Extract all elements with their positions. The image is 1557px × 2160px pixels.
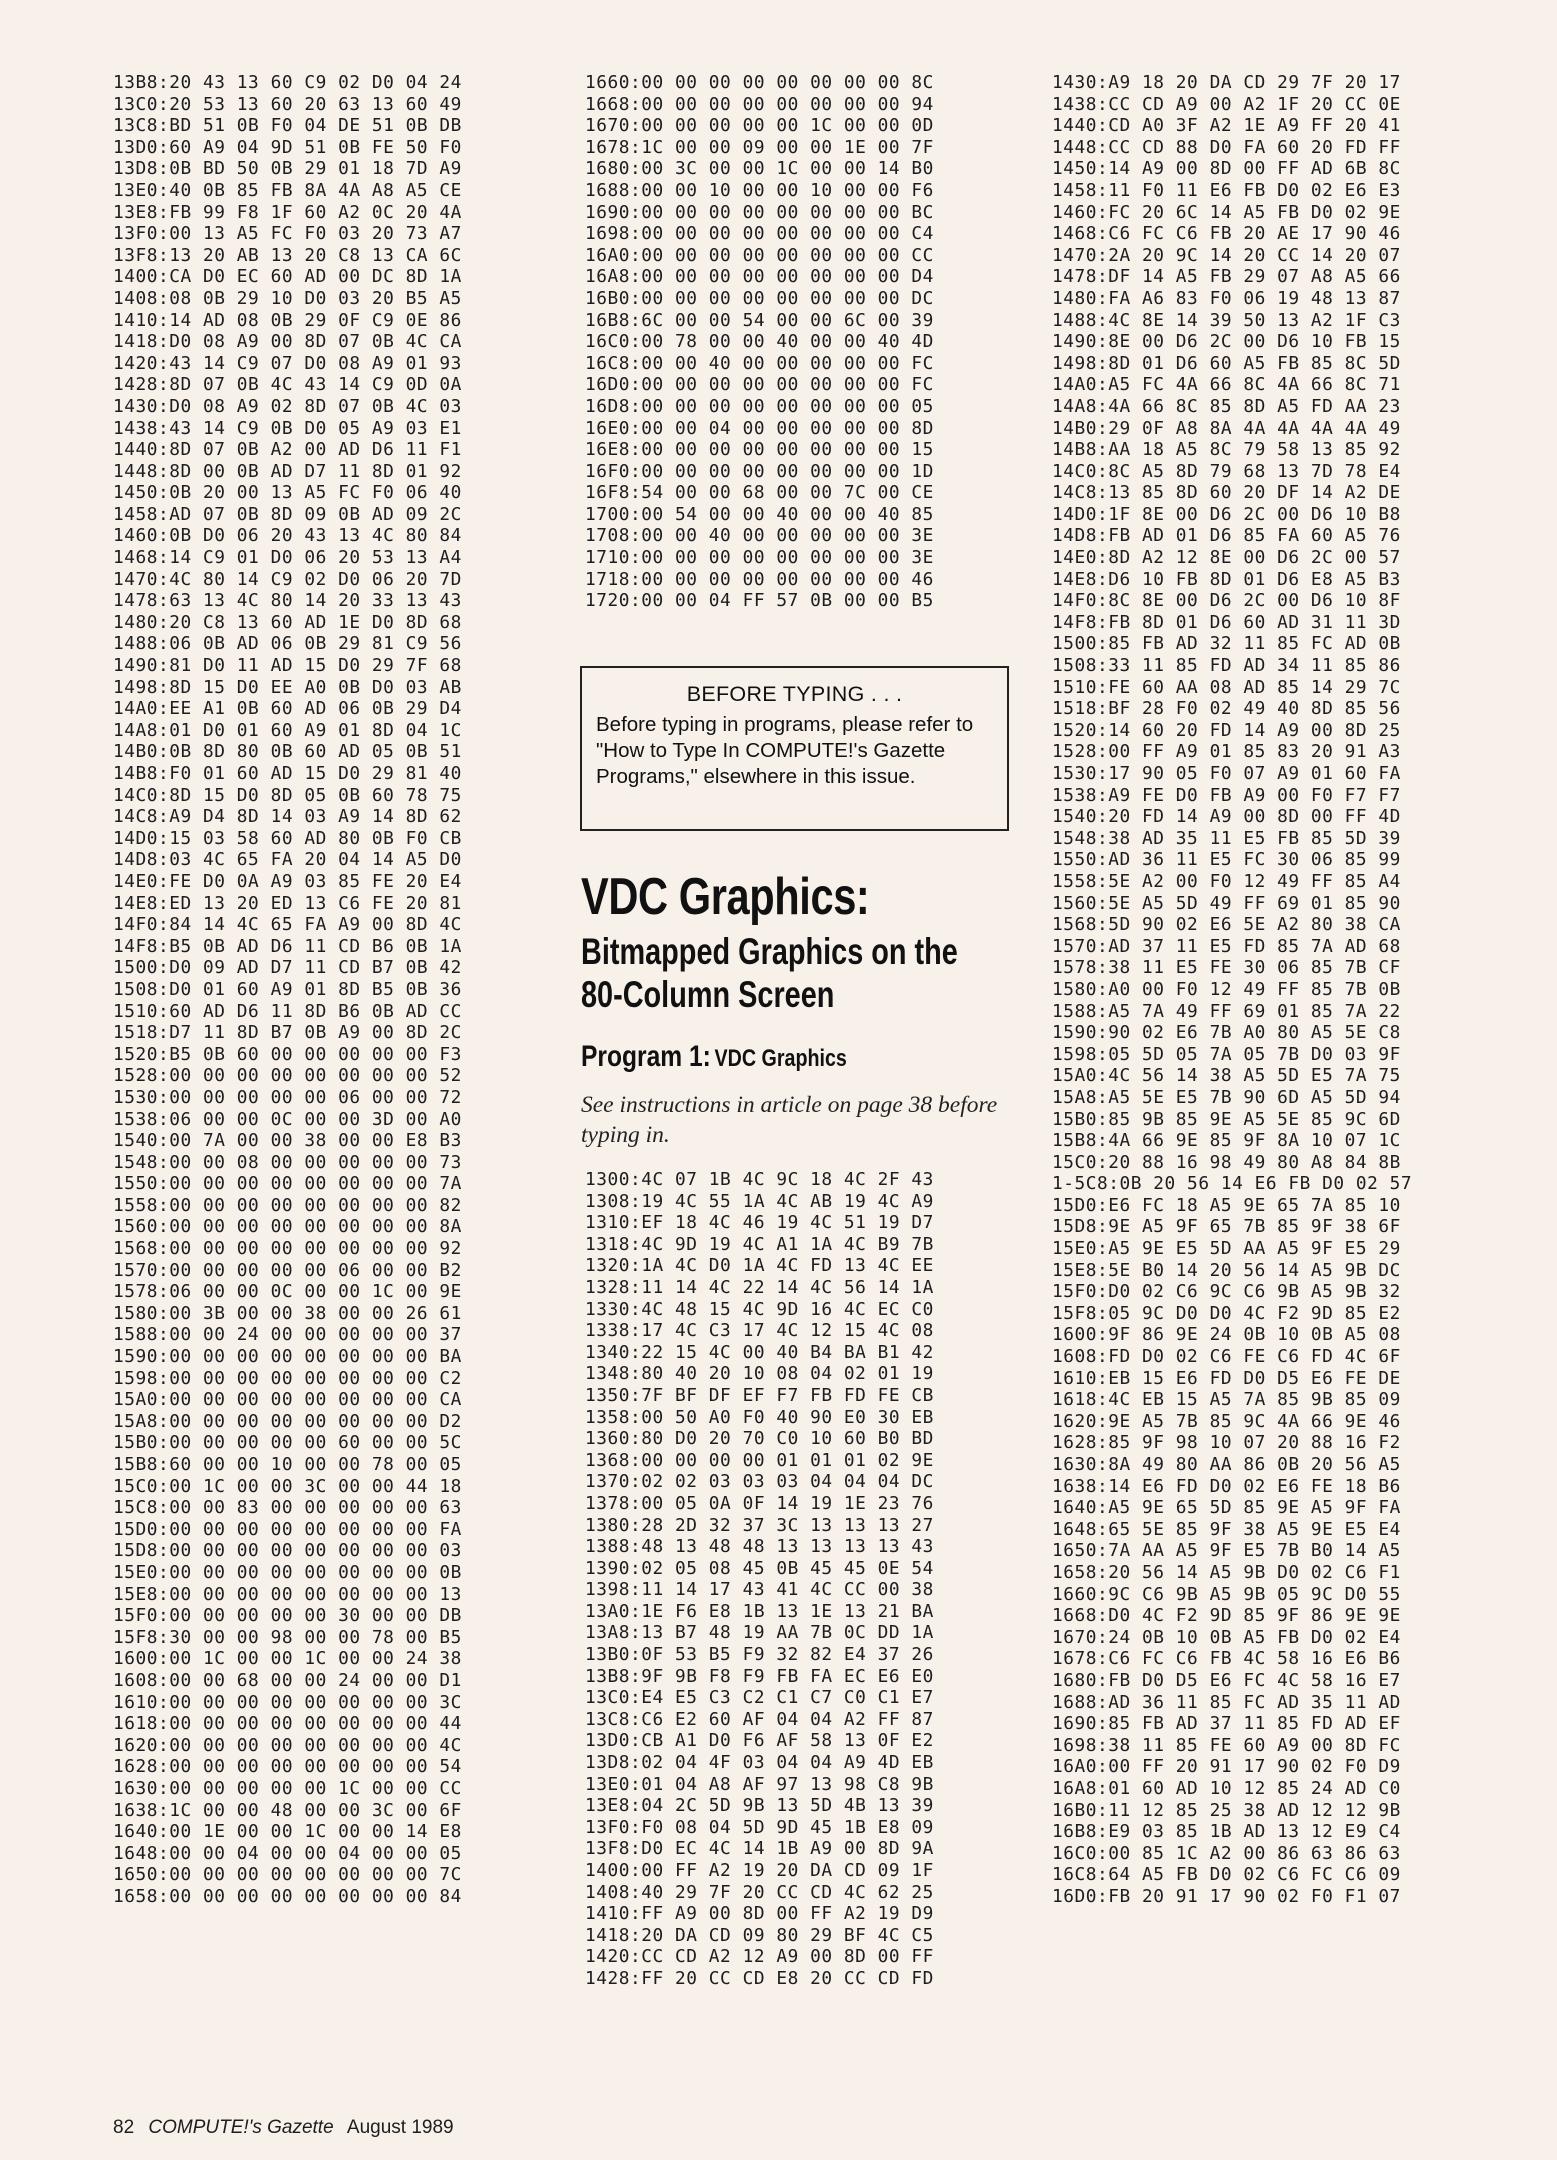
article-heading (581, 870, 1021, 1016)
listing-line: 1420:CC CD A2 12 A9 00 8D 00 FF (585, 1946, 934, 1968)
listing-line: 14B8:F0 01 60 AD 15 D0 29 81 40 (113, 763, 462, 784)
listing-line: 15B0:00 00 00 00 00 60 00 00 5C (113, 1432, 462, 1454)
listing-line: 1468:14 C9 01 D0 06 20 53 13 A4 (113, 547, 462, 569)
listing-line: 13F0:F0 08 04 5D 9D 45 1B E8 09 (585, 1816, 934, 1838)
listing-line: 15F0:D0 02 C6 9C C6 9B A5 9B 32 (1052, 1281, 1401, 1303)
listing-line: 1500:D0 09 AD D7 11 CD B7 0B 42 (113, 957, 462, 979)
listing-line: 1550:AD 36 11 E5 FC 30 06 85 99 (1052, 849, 1401, 871)
listing-line: 14E0:8D A2 12 8E 00 D6 2C 00 57 (1052, 547, 1401, 569)
listing-line: 1588:00 00 24 00 00 00 00 00 37 (113, 1324, 462, 1346)
listing-line: 14B0:29 0F A8 8A 4A 4A 4A 4A 49 (1052, 417, 1401, 439)
listing-line: 1628:00 00 00 00 00 00 00 00 54 (113, 1756, 462, 1778)
listing-line: 13B8:9F 9B F8 F9 FB FA EC E6 E0 (585, 1665, 934, 1687)
listing-line: 1390:02 05 08 45 0B 45 45 0E 54 (585, 1557, 934, 1579)
listing-line: 1400:CA D0 EC 60 AD 00 DC 8D 1A (113, 266, 462, 288)
listing-line: 1478:63 13 4C 80 14 20 33 13 43 (113, 590, 462, 612)
listing-line: 1610:EB 15 E6 FD D0 D5 E6 FE DE (1052, 1367, 1401, 1389)
listing-line: 14C0:8D 15 D0 8D 05 0B 60 78 75 (113, 784, 462, 806)
listing-line: 1490:8E 00 D6 2C 00 D6 10 FB 15 (1052, 331, 1401, 353)
listing-line: 15B8:4A 66 9E 85 9F 8A 10 07 1C (1052, 1130, 1401, 1152)
listing-line: 15D0:00 00 00 00 00 00 00 00 FA (113, 1518, 462, 1540)
listing-line: 1488:06 0B AD 06 0B 29 81 C9 56 (113, 633, 462, 655)
listing-line: 1530:17 90 05 F0 07 A9 01 60 FA (1052, 763, 1401, 784)
listing-line: 1658:00 00 00 00 00 00 00 00 84 (113, 1885, 462, 1907)
listing-line: 15E0:00 00 00 00 00 00 00 00 0B (113, 1561, 462, 1583)
listing-line: 14C8:A9 D4 8D 14 03 A9 14 8D 62 (113, 806, 462, 828)
listing-line: 1380:28 2D 32 37 3C 13 13 13 27 (585, 1514, 934, 1536)
listing-line: 13E8:04 2C 5D 9B 13 5D 4B 13 39 (585, 1795, 934, 1817)
listing-line: 1598:05 5D 05 7A 05 7B D0 03 9F (1052, 1043, 1401, 1065)
listing-line: 14D0:15 03 58 60 AD 80 0B F0 CB (113, 827, 462, 849)
listing-line: 13A0:1E F6 E8 1B 13 1E 13 21 BA (585, 1600, 934, 1622)
listing-line: 1500:85 FB AD 32 11 85 FC AD 0B (1052, 633, 1401, 655)
listing-line: 13E0:40 0B 85 FB 8A 4A A8 A5 CE (113, 179, 462, 201)
listing-line: 13C8:BD 51 0B F0 04 DE 51 0B DB (113, 115, 462, 137)
listing-line: 1528:00 FF A9 01 85 83 20 91 A3 (1052, 741, 1401, 763)
listing-line: 1678:C6 FC C6 FB 4C 58 16 E6 B6 (1052, 1648, 1401, 1670)
listing-line: 1338:17 4C C3 17 4C 12 15 4C 08 (585, 1320, 934, 1342)
listing-line: 1578:06 00 00 0C 00 00 1C 00 9E (113, 1281, 462, 1303)
listing-line: 1410:14 AD 08 0B 29 0F C9 0E 86 (113, 309, 462, 331)
page-number: 82 (113, 2117, 135, 2138)
listing-line: 1648:65 5E 85 9F 38 A5 9E E5 E4 (1052, 1518, 1401, 1540)
article-subtitle-line-1: Bitmapped Graphics on the (581, 931, 958, 972)
listing-line: 1440:8D 07 0B A2 00 AD D6 11 F1 (113, 439, 462, 461)
listing-line: 1620:00 00 00 00 00 00 00 00 4C (113, 1734, 462, 1756)
listing-line: 1360:80 D0 20 70 C0 10 60 B0 BD (585, 1428, 934, 1450)
listing-line: 16B0:00 00 00 00 00 00 00 00 DC (585, 287, 934, 309)
listing-line: 1448:CC CD 88 D0 FA 60 20 FD FF (1052, 136, 1401, 158)
listing-line: 1480:FA A6 83 F0 06 19 48 13 87 (1052, 287, 1401, 309)
listing-line: 14A8:4A 66 8C 85 8D A5 FD AA 23 (1052, 395, 1401, 417)
listing-line: 1488:4C 8E 14 39 50 13 A2 1F C3 (1052, 309, 1401, 331)
listing-line: 14D8:03 4C 65 FA 20 04 14 A5 D0 (113, 849, 462, 871)
article-subtitle-line-2: 80-Column Screen (581, 974, 835, 1015)
listing-line: 16B0:11 12 85 25 38 AD 12 12 9B (1052, 1799, 1401, 1821)
listing-line: 1348:80 40 20 10 08 04 02 01 19 (585, 1363, 934, 1385)
listing-line: 1400:00 FF A2 19 20 DA CD 09 1F (585, 1860, 934, 1881)
listing-line: 14F0:84 14 4C 65 FA A9 00 8D 4C (113, 914, 462, 936)
listing-line: 15C0:20 88 16 98 49 80 A8 84 8B (1052, 1151, 1401, 1173)
listing-line: 1578:38 11 E5 FE 30 06 85 7B CF (1052, 957, 1401, 979)
listing-line: 1388:48 13 48 48 13 13 13 13 43 (585, 1536, 934, 1558)
listing-line: 1698:38 11 85 FE 60 A9 00 8D FC (1052, 1734, 1401, 1756)
listing-line: 1628:85 9F 98 10 07 20 88 16 F2 (1052, 1432, 1401, 1454)
listing-line: 16D0:FB 20 91 17 90 02 F0 F1 07 (1052, 1885, 1401, 1907)
listing-line: 1520:B5 0B 60 00 00 00 00 00 F3 (113, 1043, 462, 1065)
listing-line: 16B8:6C 00 00 54 00 00 6C 00 39 (585, 309, 934, 331)
listing-line: 1448:8D 00 0B AD D7 11 8D 01 92 (113, 460, 462, 482)
listing-line: 1520:14 60 20 FD 14 A9 00 8D 25 (1052, 719, 1401, 741)
listing-line: 14A0:EE A1 0B 60 AD 06 0B 29 D4 (113, 698, 462, 720)
listing-line: 1540:00 7A 00 00 38 00 00 E8 B3 (113, 1130, 462, 1152)
listing-line: 16E8:00 00 00 00 00 00 00 00 15 (585, 439, 934, 461)
listing-line: 14E8:ED 13 20 ED 13 C6 FE 20 81 (113, 892, 462, 914)
listing-line: 1580:00 3B 00 00 38 00 00 26 61 (113, 1302, 462, 1324)
listing-line: 1648:00 00 04 00 00 04 00 00 05 (113, 1842, 462, 1864)
listing-line: 1600:9F 86 9E 24 0B 10 0B A5 08 (1052, 1324, 1401, 1346)
listing-line: 1690:00 00 00 00 00 00 00 00 BC (585, 201, 934, 223)
listing-line: 1610:00 00 00 00 00 00 00 00 3C (113, 1691, 462, 1713)
listing-line: 1720:00 00 04 FF 57 0B 00 00 B5 (585, 590, 934, 612)
listing-line: 1428:8D 07 0B 4C 43 14 C9 0D 0A (113, 374, 462, 396)
listing-line: 13C8:C6 E2 60 AF 04 04 A2 FF 87 (585, 1708, 934, 1730)
listing-line: 15E8:5E B0 14 20 56 14 A5 9B DC (1052, 1259, 1401, 1281)
listing-line: 1490:81 D0 11 AD 15 D0 29 7F 68 (113, 655, 462, 677)
listing-column-3 (1052, 72, 1482, 1907)
listing-line: 1508:33 11 85 FD AD 34 11 85 86 (1052, 655, 1401, 677)
listing-line: 1618:4C EB 15 A5 7A 85 9B 85 09 (1052, 1389, 1401, 1411)
listing-line: 16E0:00 00 04 00 00 00 00 00 8D (585, 417, 934, 439)
listing-line: 15B0:85 9B 85 9E A5 5E 85 9C 6D (1052, 1108, 1401, 1130)
listing-line: 13E8:FB 99 F8 1F 60 A2 0C 20 4A (113, 201, 462, 223)
listing-line: 13B0:0F 53 B5 F9 32 82 E4 37 26 (585, 1644, 934, 1666)
listing-line: 1328:11 14 4C 22 14 4C 56 14 1A (585, 1276, 934, 1298)
listing-line: 15F8:30 00 00 98 00 00 78 00 B5 (113, 1626, 462, 1648)
listing-line: 1710:00 00 00 00 00 00 00 00 3E (585, 547, 934, 569)
listing-line: 1660:9C C6 9B A5 9B 05 9C D0 55 (1052, 1583, 1401, 1605)
listing-line: 13D8:0B BD 50 0B 29 01 18 7D A9 (113, 158, 462, 180)
listing-line: 14F8:FB 8D 01 D6 60 AD 31 11 3D (1052, 611, 1401, 633)
listing-line: 13C0:20 53 13 60 20 63 13 60 49 (113, 93, 462, 115)
listing-line: 15B8:60 00 00 10 00 00 78 00 05 (113, 1454, 462, 1475)
listing-line: 1530:00 00 00 00 00 06 00 00 72 (113, 1086, 462, 1108)
listing-line: 15E8:00 00 00 00 00 00 00 00 13 (113, 1583, 462, 1605)
listing-line: 1470:4C 80 14 C9 02 D0 06 20 7D (113, 568, 462, 590)
listing-line: 1590:90 02 E6 7B A0 80 A5 5E C8 (1052, 1022, 1401, 1044)
listing-line: 1588:A5 7A 49 FF 69 01 85 7A 22 (1052, 1000, 1401, 1022)
listing-line: 15F0:00 00 00 00 00 30 00 00 DB (113, 1605, 462, 1627)
listing-line: 1538:06 00 00 0C 00 00 3D 00 A0 (113, 1108, 462, 1130)
listing-line: 1600:00 1C 00 00 1C 00 00 24 38 (113, 1648, 462, 1670)
listing-line: 15D8:9E A5 9F 65 7B 85 9F 38 6F (1052, 1216, 1401, 1238)
listing-line: 13F8:13 20 AB 13 20 C8 13 CA 6C (113, 244, 462, 266)
listing-line: 1650:00 00 00 00 00 00 00 00 7C (113, 1864, 462, 1886)
before-typing-box (580, 666, 1009, 831)
listing-line: 1570:00 00 00 00 00 06 00 00 B2 (113, 1259, 462, 1281)
listing-line: 1608:FD D0 02 C6 FE C6 FD 4C 6F (1052, 1346, 1401, 1368)
listing-line: 1300:4C 07 1B 4C 9C 18 4C 2F 43 (585, 1169, 934, 1190)
listing-line: 15A8:00 00 00 00 00 00 00 00 D2 (113, 1410, 462, 1432)
listing-line: 1308:19 4C 55 1A 4C AB 19 4C A9 (585, 1190, 934, 1212)
before-typing-text: Before typing in programs, please refer to "How to Type In COMPUTE!'s Gazette Programs," elsewhere in this issue. (596, 713, 974, 788)
listing-line: 13D0:60 A9 04 9D 51 0B FE 50 F0 (113, 136, 462, 158)
listing-line: 16D8:00 00 00 00 00 00 00 00 05 (585, 395, 934, 417)
listing-line: 1560:00 00 00 00 00 00 00 00 8A (113, 1216, 462, 1238)
listing-line: 1668:00 00 00 00 00 00 00 00 94 (585, 93, 934, 115)
listing-line: 1550:00 00 00 00 00 00 00 00 7A (113, 1173, 462, 1195)
listing-line: 14A8:01 D0 01 60 A9 01 8D 04 1C (113, 719, 462, 741)
listing-line: 14F0:8C 8E 00 D6 2C 00 D6 10 8F (1052, 590, 1401, 612)
listing-line: 1418:20 DA CD 09 80 29 BF 4C C5 (585, 1924, 934, 1946)
listing-line: 1420:43 14 C9 07 D0 08 A9 01 93 (113, 352, 462, 374)
before-typing-title: BEFORE TYPING . . . (686, 682, 903, 706)
listing-line: 1438:CC CD A9 00 A2 1F 20 CC 0E (1052, 93, 1401, 115)
listing-line: 1318:4C 9D 19 4C A1 1A 4C B9 7B (585, 1233, 934, 1255)
listing-line: 1568:5D 90 02 E6 5E A2 80 38 CA (1052, 914, 1401, 936)
listing-line: 16F8:54 00 00 68 00 00 7C 00 CE (585, 482, 934, 504)
listing-line: 1410:FF A9 00 8D 00 FF A2 19 D9 (585, 1903, 934, 1925)
listing-line: 15A0:00 00 00 00 00 00 00 00 CA (113, 1389, 462, 1411)
listing-line: 1510:FE 60 AA 08 AD 85 14 29 7C (1052, 676, 1401, 698)
listing-line: 15C0:00 1C 00 00 3C 00 00 44 18 (113, 1475, 462, 1497)
listing-line: 14D8:FB AD 01 D6 85 FA 60 A5 76 (1052, 525, 1401, 547)
program-name: VDC Graphics (714, 1045, 847, 1072)
listing-line: 1708:00 00 40 00 00 00 00 00 3E (585, 525, 934, 547)
listing-line: 1358:00 50 A0 F0 40 90 E0 30 EB (585, 1406, 934, 1428)
listing-line: 1558:00 00 00 00 00 00 00 00 82 (113, 1194, 462, 1216)
listing-line: 1688:AD 36 11 85 FC AD 35 11 AD (1052, 1691, 1401, 1713)
listing-line: 1430:A9 18 20 DA CD 29 7F 20 17 (1052, 72, 1401, 93)
listing-line: 15C8:00 00 83 00 00 00 00 00 63 (113, 1497, 462, 1519)
listing-line: 1638:14 E6 FD D0 02 E6 FE 18 B6 (1052, 1475, 1401, 1497)
listing-line: 1680:00 3C 00 00 1C 00 00 14 B0 (585, 158, 934, 180)
listing-line: 1598:00 00 00 00 00 00 00 00 C2 (113, 1367, 462, 1389)
listing-line: 13B8:20 43 13 60 C9 02 D0 04 24 (113, 72, 462, 93)
listing-line: 1368:00 00 00 00 01 01 01 02 9E (585, 1449, 934, 1471)
listing-line: 16A8:00 00 00 00 00 00 00 00 D4 (585, 266, 934, 288)
listing-line: 1460:FC 20 6C 14 A5 FB D0 02 9E (1052, 201, 1401, 223)
listing-line: 1510:60 AD D6 11 8D B6 0B AD CC (113, 1000, 462, 1022)
listing-line: 1458:11 F0 11 E6 FB D0 02 E6 E3 (1052, 179, 1401, 201)
listing-line: 14A0:A5 FC 4A 66 8C 4A 66 8C 71 (1052, 374, 1401, 396)
listing-line: 13C0:E4 E5 C3 C2 C1 C7 C0 C1 E7 (585, 1687, 934, 1709)
listing-line: 15E0:A5 9E E5 5D AA A5 9F E5 29 (1052, 1238, 1401, 1260)
listing-line: 15A0:4C 56 14 38 A5 5D E5 7A 75 (1052, 1065, 1401, 1087)
listing-line: 14B8:AA 18 A5 8C 79 58 13 85 92 (1052, 439, 1401, 461)
listing-line: 14C0:8C A5 8D 79 68 13 7D 78 E4 (1052, 460, 1401, 482)
listing-line: 13F8:D0 EC 4C 14 1B A9 00 8D 9A (585, 1838, 934, 1860)
magazine-name: COMPUTE!'s Gazette (148, 2117, 334, 2138)
listing-line: 1590:00 00 00 00 00 00 00 00 BA (113, 1346, 462, 1368)
listing-line: 1528:00 00 00 00 00 00 00 00 52 (113, 1065, 462, 1087)
listing-line: 1450:14 A9 00 8D 00 FF AD 6B 8C (1052, 158, 1401, 180)
listing-line: 1408:08 0B 29 10 D0 03 20 B5 A5 (113, 287, 462, 309)
listing-line: 15A8:A5 5E E5 7B 90 6D A5 5D 94 (1052, 1086, 1401, 1108)
listing-line: 1618:00 00 00 00 00 00 00 00 44 (113, 1713, 462, 1735)
listing-line: 1568:00 00 00 00 00 00 00 00 92 (113, 1238, 462, 1260)
listing-line: 1430:D0 08 A9 02 8D 07 0B 4C 03 (113, 395, 462, 417)
listing-line: 16C0:00 78 00 00 40 00 00 40 4D (585, 331, 934, 353)
listing-line: 1468:C6 FC C6 FB 20 AE 17 90 46 (1052, 223, 1401, 245)
listing-line: 1640:00 1E 00 00 1C 00 00 14 E8 (113, 1821, 462, 1843)
listing-line: 15D0:E6 FC 18 A5 9E 65 7A 85 10 (1052, 1194, 1401, 1216)
listing-line: 1450:0B 20 00 13 A5 FC F0 06 40 (113, 482, 462, 504)
listing-line: 1330:4C 48 15 4C 9D 16 4C EC C0 (585, 1298, 934, 1320)
listing-line: 16B8:E9 03 85 1B AD 13 12 E9 C4 (1052, 1821, 1401, 1843)
listing-line: 1668:D0 4C F2 9D 85 9F 86 9E 9E (1052, 1605, 1401, 1627)
listing-line: 1650:7A AA A5 9F E5 7B B0 14 A5 (1052, 1540, 1401, 1562)
listing-line: 1670:00 00 00 00 00 1C 00 00 0D (585, 115, 934, 137)
listing-line: 1460:0B D0 06 20 43 13 4C 80 84 (113, 525, 462, 547)
listing-line: 1-5C8:0B 20 56 14 E6 FB D0 02 57 (1052, 1173, 1413, 1195)
listing-line: 13D8:02 04 4F 03 04 04 A9 4D EB (585, 1752, 934, 1774)
listing-line: 1570:AD 37 11 E5 FD 85 7A AD 68 (1052, 935, 1401, 957)
listing-line: 1670:24 0B 10 0B A5 FB D0 02 E4 (1052, 1626, 1401, 1648)
listing-column-2-program (585, 1169, 1015, 1990)
listing-line: 16A8:01 60 AD 10 12 85 24 AD C0 (1052, 1777, 1401, 1799)
page-footer (113, 2117, 463, 2139)
listing-line: 13F0:00 13 A5 FC F0 03 20 73 A7 (113, 223, 462, 245)
listing-line: 1478:DF 14 A5 FB 29 07 A8 A5 66 (1052, 266, 1401, 288)
program-heading (581, 1040, 847, 1074)
listing-line: 1558:5E A2 00 F0 12 49 FF 85 A4 (1052, 870, 1401, 892)
listing-line: 14E8:D6 10 FB 8D 01 D6 E8 A5 B3 (1052, 568, 1401, 590)
typing-instructions: See instructions in article on page 38 before typing in. (581, 1092, 998, 1148)
listing-line: 1518:BF 28 F0 02 49 40 8D 85 56 (1052, 698, 1401, 720)
listing-line: 1688:00 00 10 00 00 10 00 00 F6 (585, 179, 934, 201)
listing-line: 14D0:1F 8E 00 D6 2C 00 D6 10 B8 (1052, 503, 1401, 525)
listing-line: 14F8:B5 0B AD D6 11 CD B6 0B 1A (113, 935, 462, 957)
listing-line: 1698:00 00 00 00 00 00 00 00 C4 (585, 223, 934, 245)
listing-line: 1690:85 FB AD 37 11 85 FD AD EF (1052, 1713, 1401, 1735)
listing-line: 1630:8A 49 80 AA 86 0B 20 56 A5 (1052, 1454, 1401, 1475)
listing-line: 1620:9E A5 7B 85 9C 4A 66 9E 46 (1052, 1410, 1401, 1432)
listing-line: 1470:2A 20 9C 14 20 CC 14 20 07 (1052, 244, 1401, 266)
listing-line: 1718:00 00 00 00 00 00 00 00 46 (585, 568, 934, 590)
listing-line: 1320:1A 4C D0 1A 4C FD 13 4C EE (585, 1255, 934, 1277)
issue-date: August 1989 (346, 2117, 454, 2138)
listing-line: 1580:A0 00 F0 12 49 FF 85 7B 0B (1052, 978, 1401, 1000)
listing-line: 1440:CD A0 3F A2 1E A9 FF 20 41 (1052, 115, 1401, 137)
listing-line: 1608:00 00 68 00 00 24 00 00 D1 (113, 1669, 462, 1691)
listing-line: 1350:7F BF DF EF F7 FB FD FE CB (585, 1384, 934, 1406)
article-title: VDC Graphics: (581, 868, 870, 926)
listing-line: 1640:A5 9E 65 5D 85 9E A5 9F FA (1052, 1497, 1401, 1519)
listing-line: 1428:FF 20 CC CD E8 20 CC CD FD (585, 1967, 934, 1989)
listing-line: 16D0:00 00 00 00 00 00 00 00 FC (585, 374, 934, 396)
listing-line: 14E0:FE D0 0A A9 03 85 FE 20 E4 (113, 870, 462, 892)
listing-line: 1378:00 05 0A 0F 14 19 1E 23 76 (585, 1492, 934, 1514)
listing-line: 13D0:CB A1 D0 F6 AF 58 13 0F E2 (585, 1730, 934, 1752)
listing-line: 13E0:01 04 A8 AF 97 13 98 C8 9B (585, 1773, 934, 1795)
listing-line: 1370:02 02 03 03 03 04 04 04 DC (585, 1471, 934, 1493)
listing-line: 1408:40 29 7F 20 CC CD 4C 62 25 (585, 1881, 934, 1903)
listing-line: 1398:11 14 17 43 41 4C CC 00 38 (585, 1579, 934, 1601)
program-label: Program 1: (581, 1040, 711, 1073)
listing-line: 1458:AD 07 0B 8D 09 0B AD 09 2C (113, 503, 462, 525)
listing-line: 14B0:0B 8D 80 0B 60 AD 05 0B 51 (113, 741, 462, 763)
listing-line: 1518:D7 11 8D B7 0B A9 00 8D 2C (113, 1022, 462, 1044)
listing-line: 1660:00 00 00 00 00 00 00 00 8C (585, 72, 934, 93)
listing-column-2-top (585, 72, 1015, 612)
listing-line: 1638:1C 00 00 48 00 00 3C 00 6F (113, 1799, 462, 1821)
listing-line: 16F0:00 00 00 00 00 00 00 00 1D (585, 460, 934, 482)
listing-line: 1560:5E A5 5D 49 FF 69 01 85 90 (1052, 892, 1401, 914)
listing-line: 1310:EF 18 4C 46 19 4C 51 19 D7 (585, 1212, 934, 1234)
listing-line: 16A0:00 00 00 00 00 00 00 00 CC (585, 244, 934, 266)
listing-line: 1540:20 FD 14 A9 00 8D 00 FF 4D (1052, 806, 1401, 828)
listing-line: 15F8:05 9C D0 D0 4C F2 9D 85 E2 (1052, 1302, 1401, 1324)
listing-column-1 (113, 72, 543, 1907)
listing-line: 1498:8D 01 D6 60 A5 FB 85 8C 5D (1052, 352, 1401, 374)
listing-line: 1680:FB D0 D5 E6 FC 4C 58 16 E7 (1052, 1669, 1401, 1691)
listing-line: 1418:D0 08 A9 00 8D 07 0B 4C CA (113, 331, 462, 353)
listing-line: 1480:20 C8 13 60 AD 1E D0 8D 68 (113, 611, 462, 633)
listing-line: 1438:43 14 C9 0B D0 05 A9 03 E1 (113, 417, 462, 439)
listing-line: 15D8:00 00 00 00 00 00 00 00 03 (113, 1540, 462, 1562)
listing-line: 1658:20 56 14 A5 9B D0 02 C6 F1 (1052, 1561, 1401, 1583)
listing-line: 1700:00 54 00 00 40 00 00 40 85 (585, 503, 934, 525)
listing-line: 16C0:00 85 1C A2 00 86 63 86 63 (1052, 1842, 1401, 1864)
listing-line: 1498:8D 15 D0 EE A0 0B D0 03 AB (113, 676, 462, 698)
listing-line: 1678:1C 00 00 09 00 00 1E 00 7F (585, 136, 934, 158)
listing-line: 16C8:00 00 40 00 00 00 00 00 FC (585, 352, 934, 374)
listing-line: 16C8:64 A5 FB D0 02 C6 FC C6 09 (1052, 1864, 1401, 1886)
listing-line: 1508:D0 01 60 A9 01 8D B5 0B 36 (113, 978, 462, 1000)
listing-line: 1538:A9 FE D0 FB A9 00 F0 F7 F7 (1052, 784, 1401, 806)
listing-line: 13A8:13 B7 48 19 AA 7B 0C DD 1A (585, 1622, 934, 1644)
listing-line: 1630:00 00 00 00 00 1C 00 00 CC (113, 1777, 462, 1799)
listing-line: 1548:00 00 08 00 00 00 00 00 73 (113, 1151, 462, 1173)
listing-line: 1548:38 AD 35 11 E5 FB 85 5D 39 (1052, 827, 1401, 849)
listing-line: 14C8:13 85 8D 60 20 DF 14 A2 DE (1052, 482, 1401, 504)
listing-line: 1340:22 15 4C 00 40 B4 BA B1 42 (585, 1341, 934, 1363)
listing-line: 16A0:00 FF 20 91 17 90 02 F0 D9 (1052, 1756, 1401, 1778)
